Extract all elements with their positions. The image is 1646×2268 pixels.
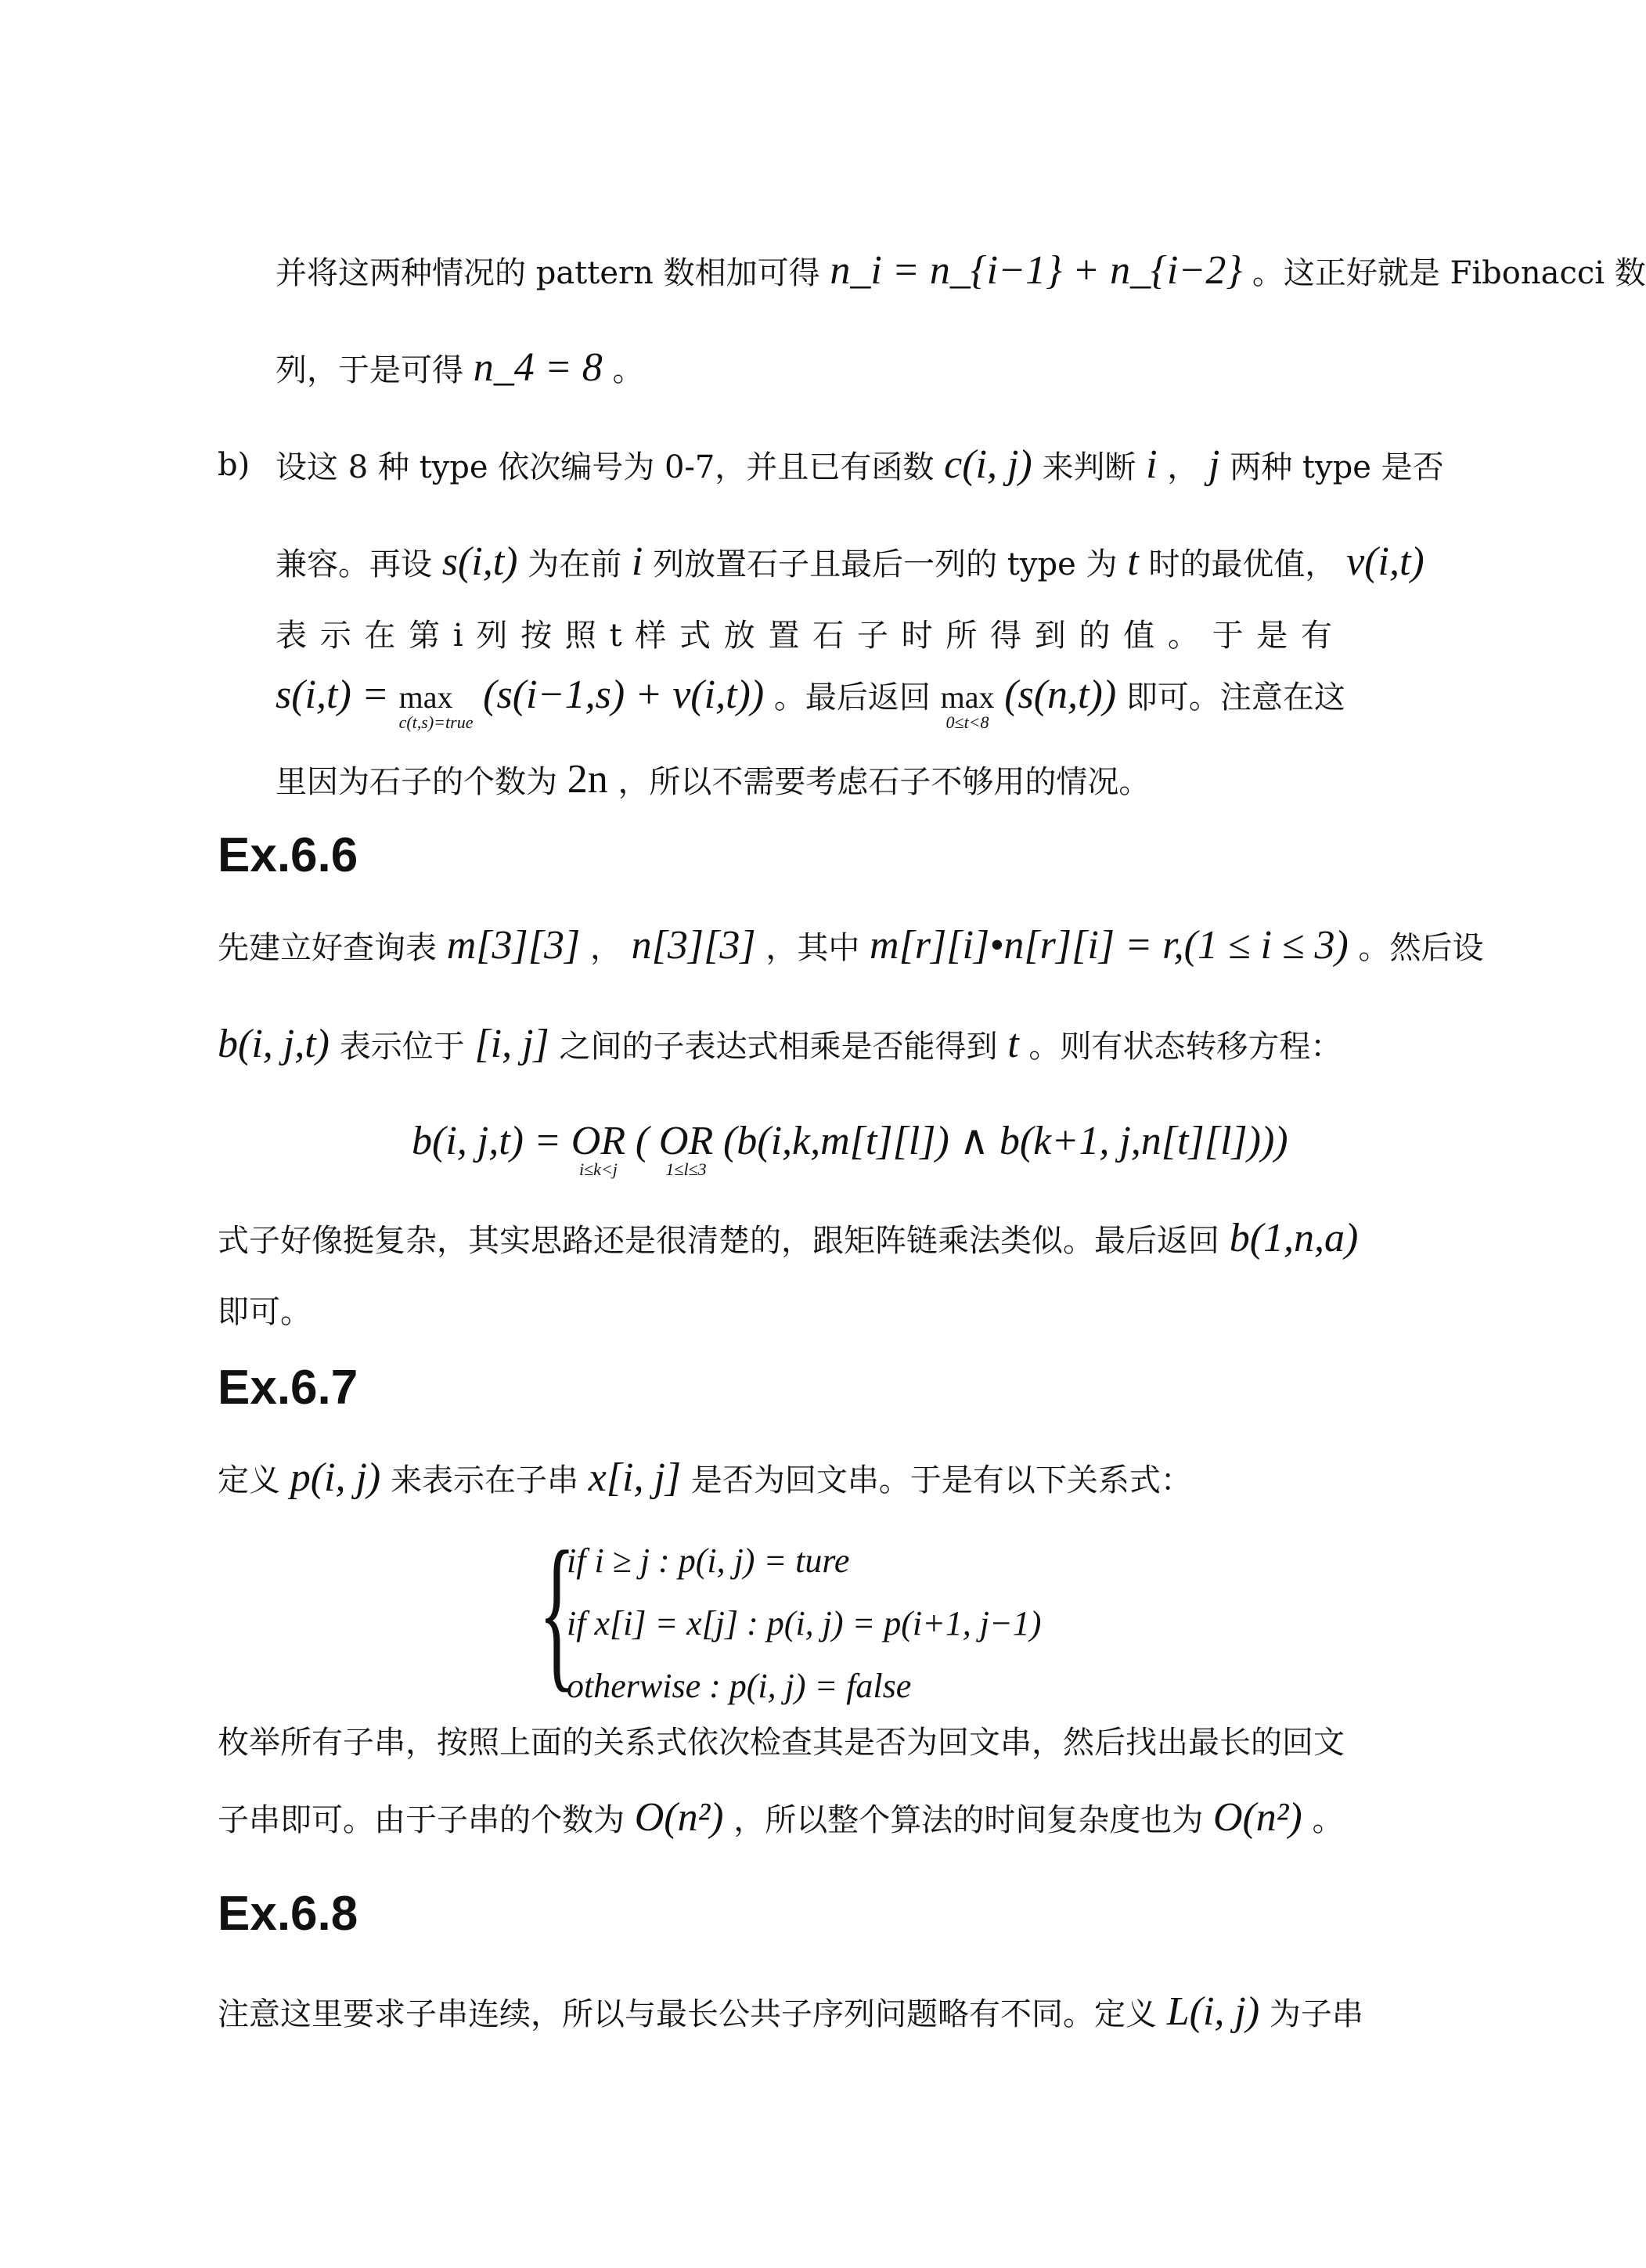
text-run: 为在前 (528, 546, 622, 582)
paragraph-line (218, 1022, 1342, 1069)
formula: j (1208, 442, 1220, 487)
text-run: ， (589, 930, 621, 966)
text-run: ，所以不需要考虑石子不够用的情况。 (618, 764, 1151, 800)
paragraph-line (218, 924, 1484, 970)
paragraph-line (218, 1796, 1343, 1842)
or-operator (571, 1119, 626, 1179)
formula: (s(i−1,s) + v(i,t)) (483, 672, 765, 717)
paragraph-line (276, 249, 1646, 295)
paragraph-line (276, 346, 644, 392)
formula: (s(n,t)) (1004, 672, 1117, 717)
text-run: 列，于是可得 (276, 352, 463, 388)
formula: b(i, j,t) (218, 1022, 330, 1066)
text-run: 为子串 (1269, 1996, 1363, 2032)
section-heading: Ex.6.7 (218, 1361, 358, 1415)
text-run: 。最后返回 (773, 680, 931, 716)
formula: (b(i,k,m[t][l]) ∧ b(k+1, j,n[t][l]))) (722, 1119, 1288, 1163)
formula: b(1,n,a) (1229, 1216, 1359, 1260)
formula: b(i, j,t) = (412, 1119, 562, 1163)
max-limit: c(t,s)=true (398, 712, 474, 732)
paragraph-line (218, 1990, 1363, 2036)
formula: O(n²) (1212, 1795, 1302, 1840)
or-limit: 1≤l≤3 (665, 1159, 707, 1179)
left-brace: { (538, 1516, 576, 1707)
or-operator (658, 1119, 714, 1179)
text-run: 兼容。再设 (276, 546, 432, 582)
paragraph-line (218, 1217, 1358, 1263)
section-heading: Ex.6.8 (218, 1887, 358, 1941)
text-run: 是否为回文串。于是有以下关系式： (690, 1462, 1192, 1498)
case-line: if i ≥ j : p(i, j) = ture (567, 1541, 850, 1580)
formula: n_4 = 8 (473, 345, 603, 390)
or-label: OR (571, 1119, 626, 1163)
paragraph-line (276, 672, 1345, 732)
formula: m[r][i]•n[r][i] = r,(1 ≤ i ≤ 3) (870, 923, 1349, 968)
text-run: ， (1167, 449, 1199, 485)
text-run: 。则有状态转移方程： (1028, 1029, 1342, 1065)
text-run: 列放置石子且最后一列的 type 为 (653, 546, 1118, 582)
text-run: 。这正好就是 Fibonacci 数 (1252, 255, 1646, 291)
max-operator (940, 676, 995, 732)
text-run: 子串即可。由于子串的个数为 (218, 1802, 625, 1838)
paragraph-line: 表 示 在 第 i 列 按 照 t 样 式 放 置 石 子 时 所 得 到 的 值 。 于 是 有 (276, 618, 1333, 654)
text-run: 来表示在子串 (390, 1462, 578, 1498)
text-run: 注意这里要求子串连续，所以与最长公共子序列问题略有不同。定义 (218, 1996, 1157, 2032)
section-heading: Ex.6.6 (218, 828, 358, 882)
paragraph-line (276, 758, 1150, 804)
display-equation (412, 1119, 1288, 1179)
text-run: 。 (1312, 1802, 1344, 1838)
formula: 2n (567, 757, 608, 802)
text-run: 并将这两种情况的 pattern 数相加可得 (276, 255, 820, 291)
formula: i (1146, 442, 1158, 487)
formula: t (1007, 1022, 1019, 1066)
formula: c(i, j) (944, 442, 1032, 487)
max-limit: 0≤t<8 (945, 712, 989, 732)
formula: i (631, 539, 643, 584)
text-run: 设这 8 种 type 依次编号为 0-7，并且已有函数 (276, 449, 935, 485)
text-run: 里因为石子的个数为 (276, 764, 557, 800)
text-run: 。然后设 (1358, 930, 1484, 966)
text-run: 即可。注意在这 (1126, 680, 1345, 716)
formula: n_i = n_{i−1} + n_{i−2} (830, 248, 1243, 293)
case-line: otherwise : p(i, j) = false (567, 1667, 912, 1705)
paragraph-line (218, 1456, 1192, 1502)
formula: s(i,t) (441, 539, 518, 584)
paragraph-line (276, 443, 1444, 489)
text-run: 两种 type 是否 (1230, 449, 1444, 485)
text-run: ，所以整个算法的时间复杂度也为 (733, 1802, 1204, 1838)
text-run: 表示位于 (339, 1029, 465, 1065)
or-limit: i≤k<j (579, 1159, 618, 1179)
max-label: max (940, 680, 995, 715)
list-label: b) (218, 447, 250, 483)
formula: t (1127, 539, 1139, 584)
text-run: 。 (612, 352, 644, 388)
text-run: 来判断 (1042, 449, 1136, 485)
formula: ( (635, 1119, 650, 1163)
formula: s(i,t) = (276, 672, 389, 717)
text-run: 式子好像挺复杂，其实思路还是很清楚的，跟矩阵链乘法类似。最后返回 (218, 1223, 1219, 1259)
text-run: ，其中 (765, 930, 860, 966)
paragraph-line (276, 540, 1424, 586)
formula: x[i, j] (588, 1455, 682, 1500)
formula: v(i,t) (1346, 539, 1424, 584)
or-label: OR (658, 1119, 714, 1163)
paragraph-line: 即可。 (218, 1294, 312, 1330)
max-operator (398, 676, 474, 732)
case-line: if x[i] = x[j] : p(i, j) = p(i+1, j−1) (567, 1604, 1042, 1642)
max-label: max (398, 680, 453, 715)
formula: n[3][3] (631, 923, 756, 968)
text-run: 之间的子表达式相乘是否能得到 (559, 1029, 998, 1065)
text-run: 定义 (218, 1462, 280, 1498)
text-run: 先建立好查询表 (218, 930, 437, 966)
formula: [i, j] (474, 1022, 549, 1066)
formula: L(i, j) (1166, 1989, 1260, 2034)
formula: m[3][3] (446, 923, 581, 968)
formula: p(i, j) (290, 1455, 381, 1500)
paragraph-line: 枚举所有子串，按照上面的关系式依次检查其是否为回文串，然后找出最长的回文 (218, 1725, 1345, 1761)
text-run: 时的最优值， (1148, 546, 1337, 582)
formula: O(n²) (634, 1795, 724, 1840)
